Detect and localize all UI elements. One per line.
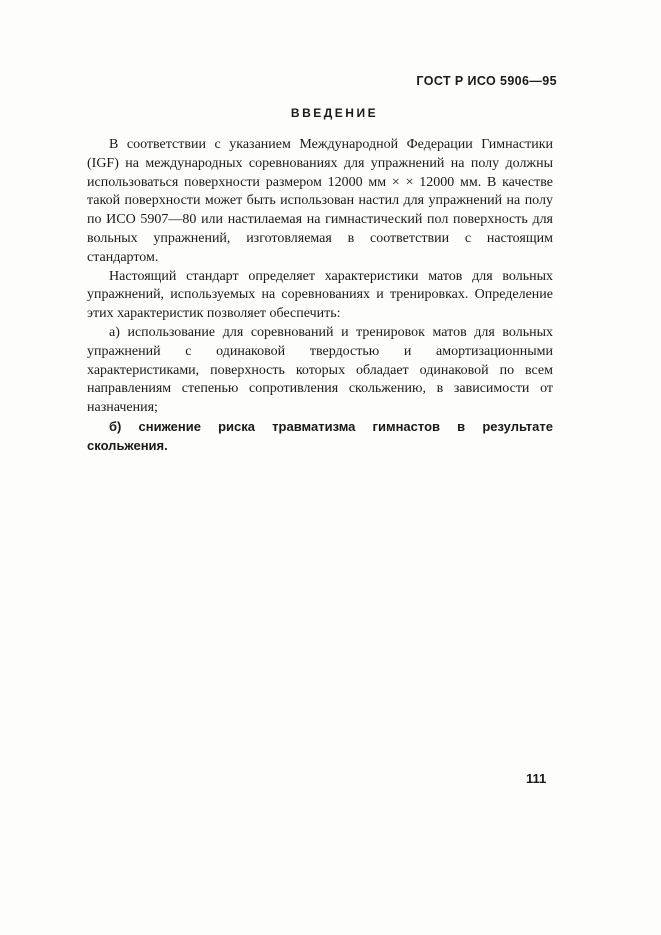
body-text	[87, 136, 553, 456]
section-title: ВВЕДЕНИЕ	[290, 106, 379, 120]
paragraph-item-b: б) снижение риска травматизма гимнастов в результате скольжения.	[87, 418, 553, 453]
standard-code-header: ГОСТ Р ИСО 5906—95	[416, 74, 557, 88]
paragraph-scope: Настоящий стандарт определяет характеристики матов для вольных упражнений, используемых на соревнованиях и тренировках. Определение этих характеристик позволяет обеспечить:	[87, 268, 553, 322]
paragraph-intro: В соответствии с указанием Международной Федерации Гимнастики (IGF) на международных соревнованиях для упражнений на полу должны использоваться поверхности размером 12000 мм × × 12000 мм. В качестве такой поверхности может быть использован настил для упражнений на полу по ИСО 5907—80 или настилаемая на гимнастический пол поверхность для вольных упражнений, изготовляемая в соответствии с настоящим стандартом.	[87, 137, 553, 265]
paragraph-item-a: а) использование для соревнований и тренировок матов для вольных упражнений с одинаковой твердостью и амортизационными характеристиками, поверхность которых обладает одинаковой по всем направлениям степенью сопротивления скольжению, в зависимости от назначения;	[87, 324, 553, 416]
page-number: 111	[526, 771, 547, 786]
